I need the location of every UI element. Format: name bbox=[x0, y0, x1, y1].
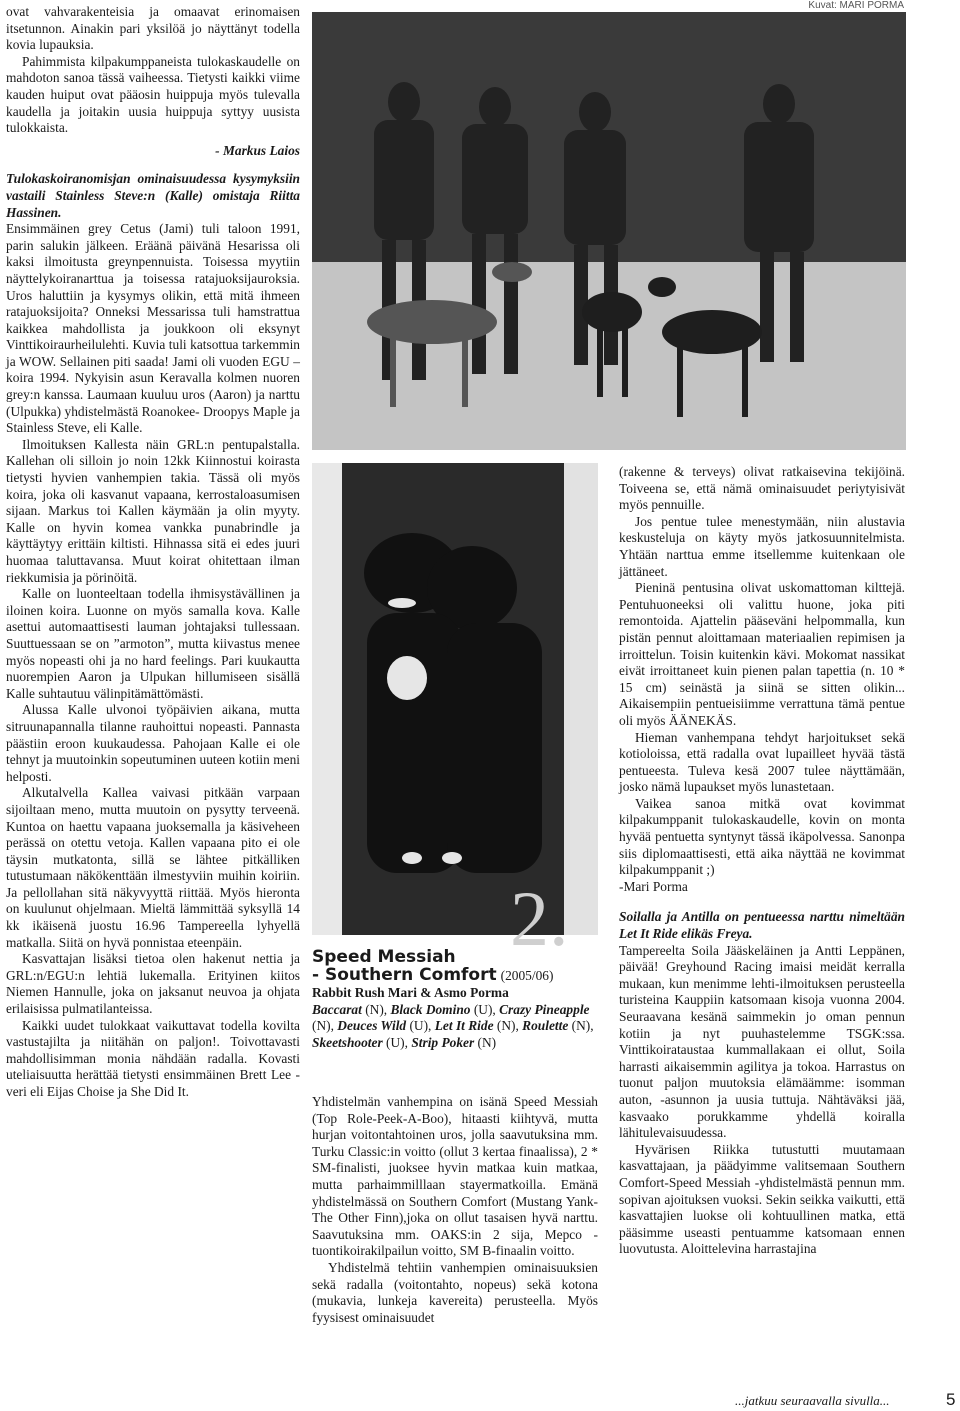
body-paragraph: Kasvattajan lisäksi tietoa olen hakenut nettia ja GRL:n/EGU:n lehtiä lukemalla. Erityinen kiitos Niemen Hannulle, joka on jaksanut neuvoa ja ohjata erilaisissa pulmatilanteissa. bbox=[6, 951, 300, 1017]
body-paragraph: Hyvärisen Riikka tutustutti muutamaan kasvattajaan, ja päädyimme valitsemaan Southern Comfort-Speed Messiah -yhdistelmästä pennun mm. sopivan ajoituksen vuoksi. Sekin seikka vaikutti, että kasvattajien luokse oli kohtuullinen matka, että pääsimme useasti pentuamme katsomaan ennen luovutusta. Aloittelevina harrastajina bbox=[619, 1141, 905, 1257]
body-paragraph: Yhdistelmä tehtiin vanhempien ominaisuuksien sekä radalla (voitontahto, nopeus) sekä kotona (mukavia, lunkeja kavereita) perusteella. Myös fyysisest ominaisuudet bbox=[312, 1259, 598, 1325]
body-paragraph: Hieman vanhempana tehdyt harjoitukset sekä kotioloissa, että radalla ovat lupailleet hyvää tästä pentueesta. Tuleva kesä 2007 tulee näyttämään, josko nämä lupaukset myös lunastetaan. bbox=[619, 729, 905, 795]
puppy-list bbox=[312, 1002, 598, 1052]
interview-lead: Tulokaskoiranomisjan ominaisuudessa kysymyksiin vastaili Stainless Steve:n (Kalle) omistaja Riitta Hassinen. bbox=[6, 171, 300, 220]
photo-owners-with-greyhounds bbox=[312, 12, 906, 450]
body-paragraph: Vaikea sanoa mitkä ovat kovimmat kilpakumppanit tulokaskaudelle, kovin on monta hyvää pentuetta syntynyt tässä ikäpolvessa. Sanonpa siis diplomaattisesti, että aika näyttää ne kovimmat kilpakumppanit ;) bbox=[619, 795, 905, 878]
photo-illustration bbox=[312, 463, 598, 935]
puppy: Deuces Wild (U), bbox=[337, 1018, 435, 1034]
photo-two-puppies bbox=[312, 463, 598, 935]
puppy: Strip Poker (N) bbox=[411, 1034, 497, 1050]
signature: - Markus Laios bbox=[215, 142, 300, 158]
body-paragraph: Ilmoituksen Kallesta näin GRL:n pentupalstalla. Kallehan oli silloin jo noin 12kk Kiinnostui koirasta tietysti hyvien vanhempien takia. Tässä oli myös koira, joka oli kasvanut vapaana, kerrostaloasumisen sijaan. Markus toi Kallen käymään ja olin myyty. Kalle on hyvin komea vankka punabrindle ja käyttäytyy erittäin kiltisti. Hihnassa sitä ei edes juuri huomaa taluttavansa. Muut koirat ohitettaan ilman riekkumisia ja pörinöitä. bbox=[6, 436, 300, 585]
signature: -Mari Porma bbox=[619, 878, 688, 894]
litter-info bbox=[312, 948, 598, 1051]
body-paragraph: Kalle on luonteeltaan todella ihmisystävällinen ja iloinen koira. Luonne on myös samalla kova. Kalle asettui automaattisesti lauman johtajaksi tullessaan. Suuttuessaan se on ”armoton”, mutta kiivastus menee myös nopeasti ohi ja no hard feelings. Pari kuukautta nuorempien Aaron ja Ulpukan hillumiseen sisällä Kalle suhtautuu välinpitämättömästi. bbox=[6, 586, 300, 701]
intro-paragraph: Pahimmista kilpakumppaneista tulokaskaudelle on mahdoton sanoa tässä vaiheessa. Tietysti kaikki viime kauden huiput ovat pääosin huippuja myös tulevalla kaudella ja joitakin uusia huippuja syttyy uusista tulokkaista. bbox=[6, 53, 300, 136]
puppy: Skeetshooter (U), bbox=[312, 1034, 412, 1050]
middle-column bbox=[312, 1094, 598, 1326]
intro-paragraph: ovat vahvarakenteisia ja omaavat erinomaisen itsetunnon. Ainakin pari yksilöä jo näyttänyt todella kovia lupauksia. bbox=[6, 4, 300, 53]
breeders: Rabbit Rush Mari & Asmo Porma bbox=[312, 985, 509, 1000]
dam-line bbox=[312, 966, 598, 985]
body-paragraph: (rakenne & terveys) olivat ratkaisevina tekijöinä. Toiveena se, että nämä ominaisuudet periytyisivät myös pennuille. bbox=[619, 464, 905, 513]
body-paragraph: Alussa Kalle ulvonoi työpäivien aikana, mutta sitruunapannalla tilanne rauhoittui nopeasti. Pannasta päästiin eroon kuukaudessa. Pahojaan Kalle ei ole tehnyt ja muutoinkin sopeutuminen uuteen kotiin meni helposti. bbox=[6, 702, 300, 784]
body-paragraph: Alkutalvella Kallea vaivasi pitkään varpaan sijoiltaan meno, mutta muutoin on pysytty terveenä. Kuntoa on haettu vapaana juoksemalla ja käsiveheen perässä on otettu vetoja. Kallen vapaana pito ei ole täysin mutkatonta, sillä se lähtee pitkälliken tutustumaan näkökenttään ilmestyviin muihin koiriin. Ja pellollahan sitä näkyvyyttä riittää. Myös hieronta on kuulunut ohjelmaan. Mieltä lämmittää syksyllä 14 kk ikäisenä juostu 16.96 Tampereella lyhyellä matkalla. Siitä on hyvä ponnistaa eteenpäin. bbox=[6, 785, 300, 950]
photo-illustration bbox=[312, 12, 906, 450]
litter-date: (2005/06) bbox=[500, 968, 554, 983]
continued-note: ...jatkuu seuraavalla sivulla... bbox=[735, 1393, 890, 1408]
puppy: Baccarat (N), bbox=[312, 1001, 391, 1017]
right-column bbox=[619, 464, 905, 1258]
body-paragraph: Kaikki uudet tulokkaat vaikuttavat todella kovilta vastustajilta ja niitähän on paljon!. Toivottavasti mahdollisimman monia nähdään radalla. Kovasti uteliaisuutta herättää tietysti ensimmäinen Brett Lee -veri eli Eijas Choise ja She Did It. bbox=[6, 1017, 300, 1099]
body-paragraph: Ensimmäinen grey Cetus (Jami) tuli taloon 1991, parin salukin jälkeen. Eräänä päivänä Hesarissa oli kaksi ilmoitusta greynpennuista. Toisessa myytiin näyttelykoiranarttua ja toisessa ratajuoksijauroksia. Uros haluttiin ja kysymys olikin, että mitä ihmeen ratajuoksijoita? Onneksi Messarissa tuli hamstrattua kaikkea mahdollista ja joukkoon oli eksynyt Vinttikoiraurheilulehti. Kuvia tuli katsottua tarkemmin ja WOW. Sellainen piti saada! Jami oli vuoden EGU –koira 1994. Nykyisin asun Keravalla kolmen nuoren grey:n kanssa. Laumaan kuuluu uros (Aaron) ja narttu (Ulpukka) yhdistelmästä Roanokee- Droopys Maple ja Stainless Steve, eli Kalle. bbox=[6, 221, 300, 436]
body-paragraph: Pieninä pentusina olivat uskomattoman kilttejä. Pentuhuoneeksi oli valittu huone, joka piti remontoida. Ajattelin pääseväni helpommalla, kun pistän pennut aloittamaan materiaalien repimisen ja irroittelun. Toisin kuitenkin kävi. Mokomat nassikat eivät irroittaneet kuin pienen palan tapettia (n. 10 * 15 cm) seinästä ja siinä se sitten olikin... Aikaisempiin pentueisiimme verrattuna tämä pentue oli myös ÄÄNEKÄS. bbox=[619, 580, 905, 728]
page-number: 5 bbox=[946, 1390, 956, 1409]
body-paragraph: Jos pentue tulee menestymään, niin alustavia keskusteluja on käyty myös jatkosuunnitelmista. Yhtään narttua emme itsellemme kuitenkaan ole jättäneet. bbox=[619, 513, 905, 579]
body-paragraph: Tampereelta Soila Jääskeläinen ja Antti Leppänen, päivää! Greyhound Racing imaisi meidät kerralla mukaan, kun menimme lehti-ilmoituksen perusteella turisteina Kauppiin katsomaan kisoja vuonna 2004. Seuraavana kesänä saimmekin jo oman pennun kotiin ja nyt puuhastelemme TSGK:ssa. Vinttikoirataustaa kummallakaan ei ollut, Soila harrasti aikaisemmin agilitya ja tokoa. Harrastus on tuonut paljon muutoksia elämäämme: isomman auton, -asunnon ja uusia tuttuja. Nähtäväksi jää, kasvaako porukkamme yhdellä koiralla lähitulevaisuudessa. bbox=[619, 942, 905, 1141]
photo-credit: Kuvat: MARI PORMA bbox=[808, 0, 904, 11]
puppy: Black Domino (U), bbox=[390, 1001, 500, 1017]
sire-name: Speed Messiah bbox=[312, 947, 456, 967]
puppy: Let It Ride (N), bbox=[434, 1018, 523, 1034]
interview-lead: Soilalla ja Antilla on pentueessa narttu nimeltään Let It Ride elikäs Freya. bbox=[619, 909, 905, 942]
puppy: Roulette (N), bbox=[522, 1018, 594, 1034]
puppy: Crazy Pineapple (N), bbox=[312, 1001, 590, 1034]
dam-name: - Southern Comfort bbox=[312, 965, 497, 985]
left-column bbox=[6, 4, 300, 1101]
body-paragraph: Yhdistelmän vanhempina on isänä Speed Messiah (Top Role-Peek-A-Boo), hitaasti kiihtyvä, mutta hurjan voitontahtoinen uros, jolla saavutuksina mm. Turku Classic:in voitto (ollut 3 kertaa finaalissa), 2 * SM-finalisti, juoksee hyvin matkaa kuin matkaa, mutta parhaimmilllaan stayermatkoilla. Emänä yhdistelmässä on Southern Comfort (Mustang Yank-The Other Finn),joka on ollut tasaisen hyvä narttu. Saavutuksina mm. OAKS:in 2 sija, Mepco -tuontikoirakilpailun voitto, SM B-finaalin voitto. bbox=[312, 1094, 598, 1259]
litter-number: 2. bbox=[510, 875, 569, 962]
